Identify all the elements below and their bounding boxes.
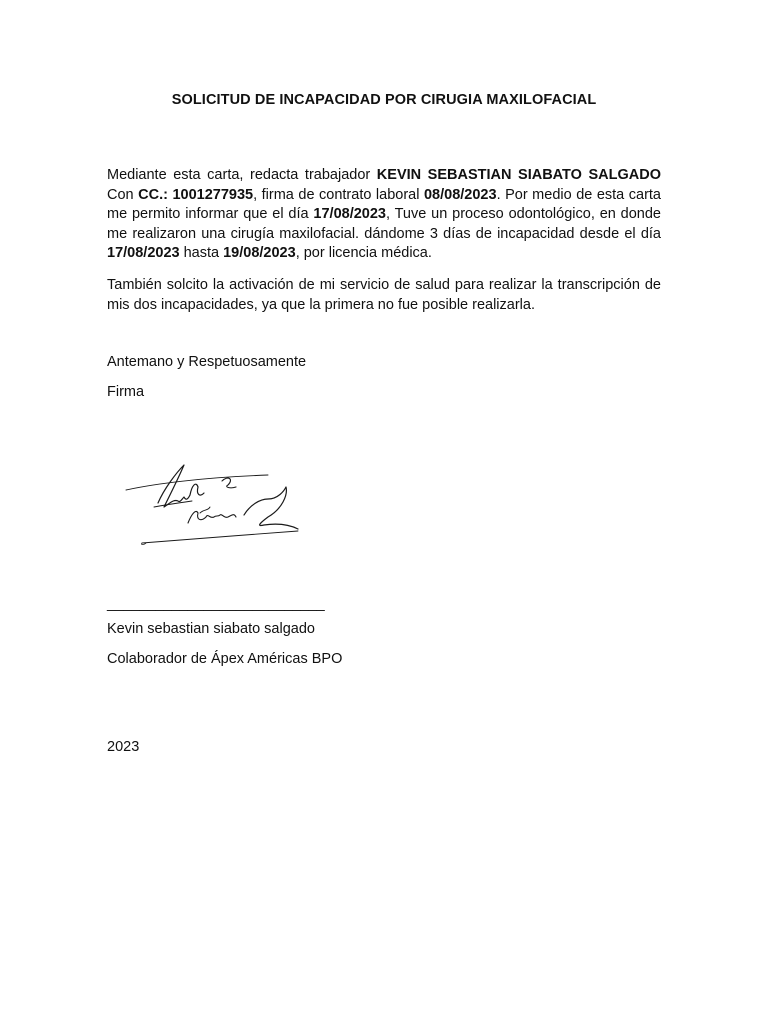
- letter-body-paragraph: [107, 166, 661, 264]
- body-text: Con: [107, 186, 139, 203]
- signature-line: ___________________________: [107, 596, 325, 612]
- contract-date: 08/08/2023: [423, 186, 497, 203]
- letter-request-paragraph: También solcito la activación de mi servicio de salud para realizar la transcripción de mis dos incapacidades, ya que la primera no fue posible realizarla.: [107, 277, 661, 313]
- body-text: . Por medio de esta carta me permito informar que el día: [107, 186, 661, 222]
- body-text: Mediante esta carta, redacta trabajador: [107, 167, 377, 183]
- id-number: CC.: 1001277935: [138, 186, 254, 203]
- handwritten-signature: [118, 455, 308, 555]
- procedure-date: 17/08/2023: [313, 206, 386, 222]
- signer-name: Kevin sebastian siabato salgado: [107, 621, 315, 637]
- letter-year: 2023: [107, 739, 140, 755]
- body-text: hasta: [179, 245, 224, 261]
- signer-role: Colaborador de Ápex Américas BPO: [107, 651, 343, 667]
- body-text: , por licencia médica.: [295, 245, 432, 261]
- closing-text: Antemano y Respetuosamente: [107, 354, 307, 370]
- leave-start-date: 17/08/2023: [107, 245, 180, 261]
- letter-title: SOLICITUD DE INCAPACIDAD POR CIRUGIA MAXILOFACIAL: [171, 92, 597, 108]
- worker-name: KEVIN SEBASTIAN SIABATO SALGADO: [376, 167, 661, 183]
- body-text: , firma de contrato laboral: [253, 186, 424, 203]
- leave-end-date: 19/08/2023: [223, 245, 296, 261]
- signature-label: Firma: [107, 384, 145, 400]
- body-text: , Tuve un proceso odontológico, en donde me realizaron una cirugía maxilofacial. dándome 3 días de incapacidad desde el día: [107, 206, 662, 242]
